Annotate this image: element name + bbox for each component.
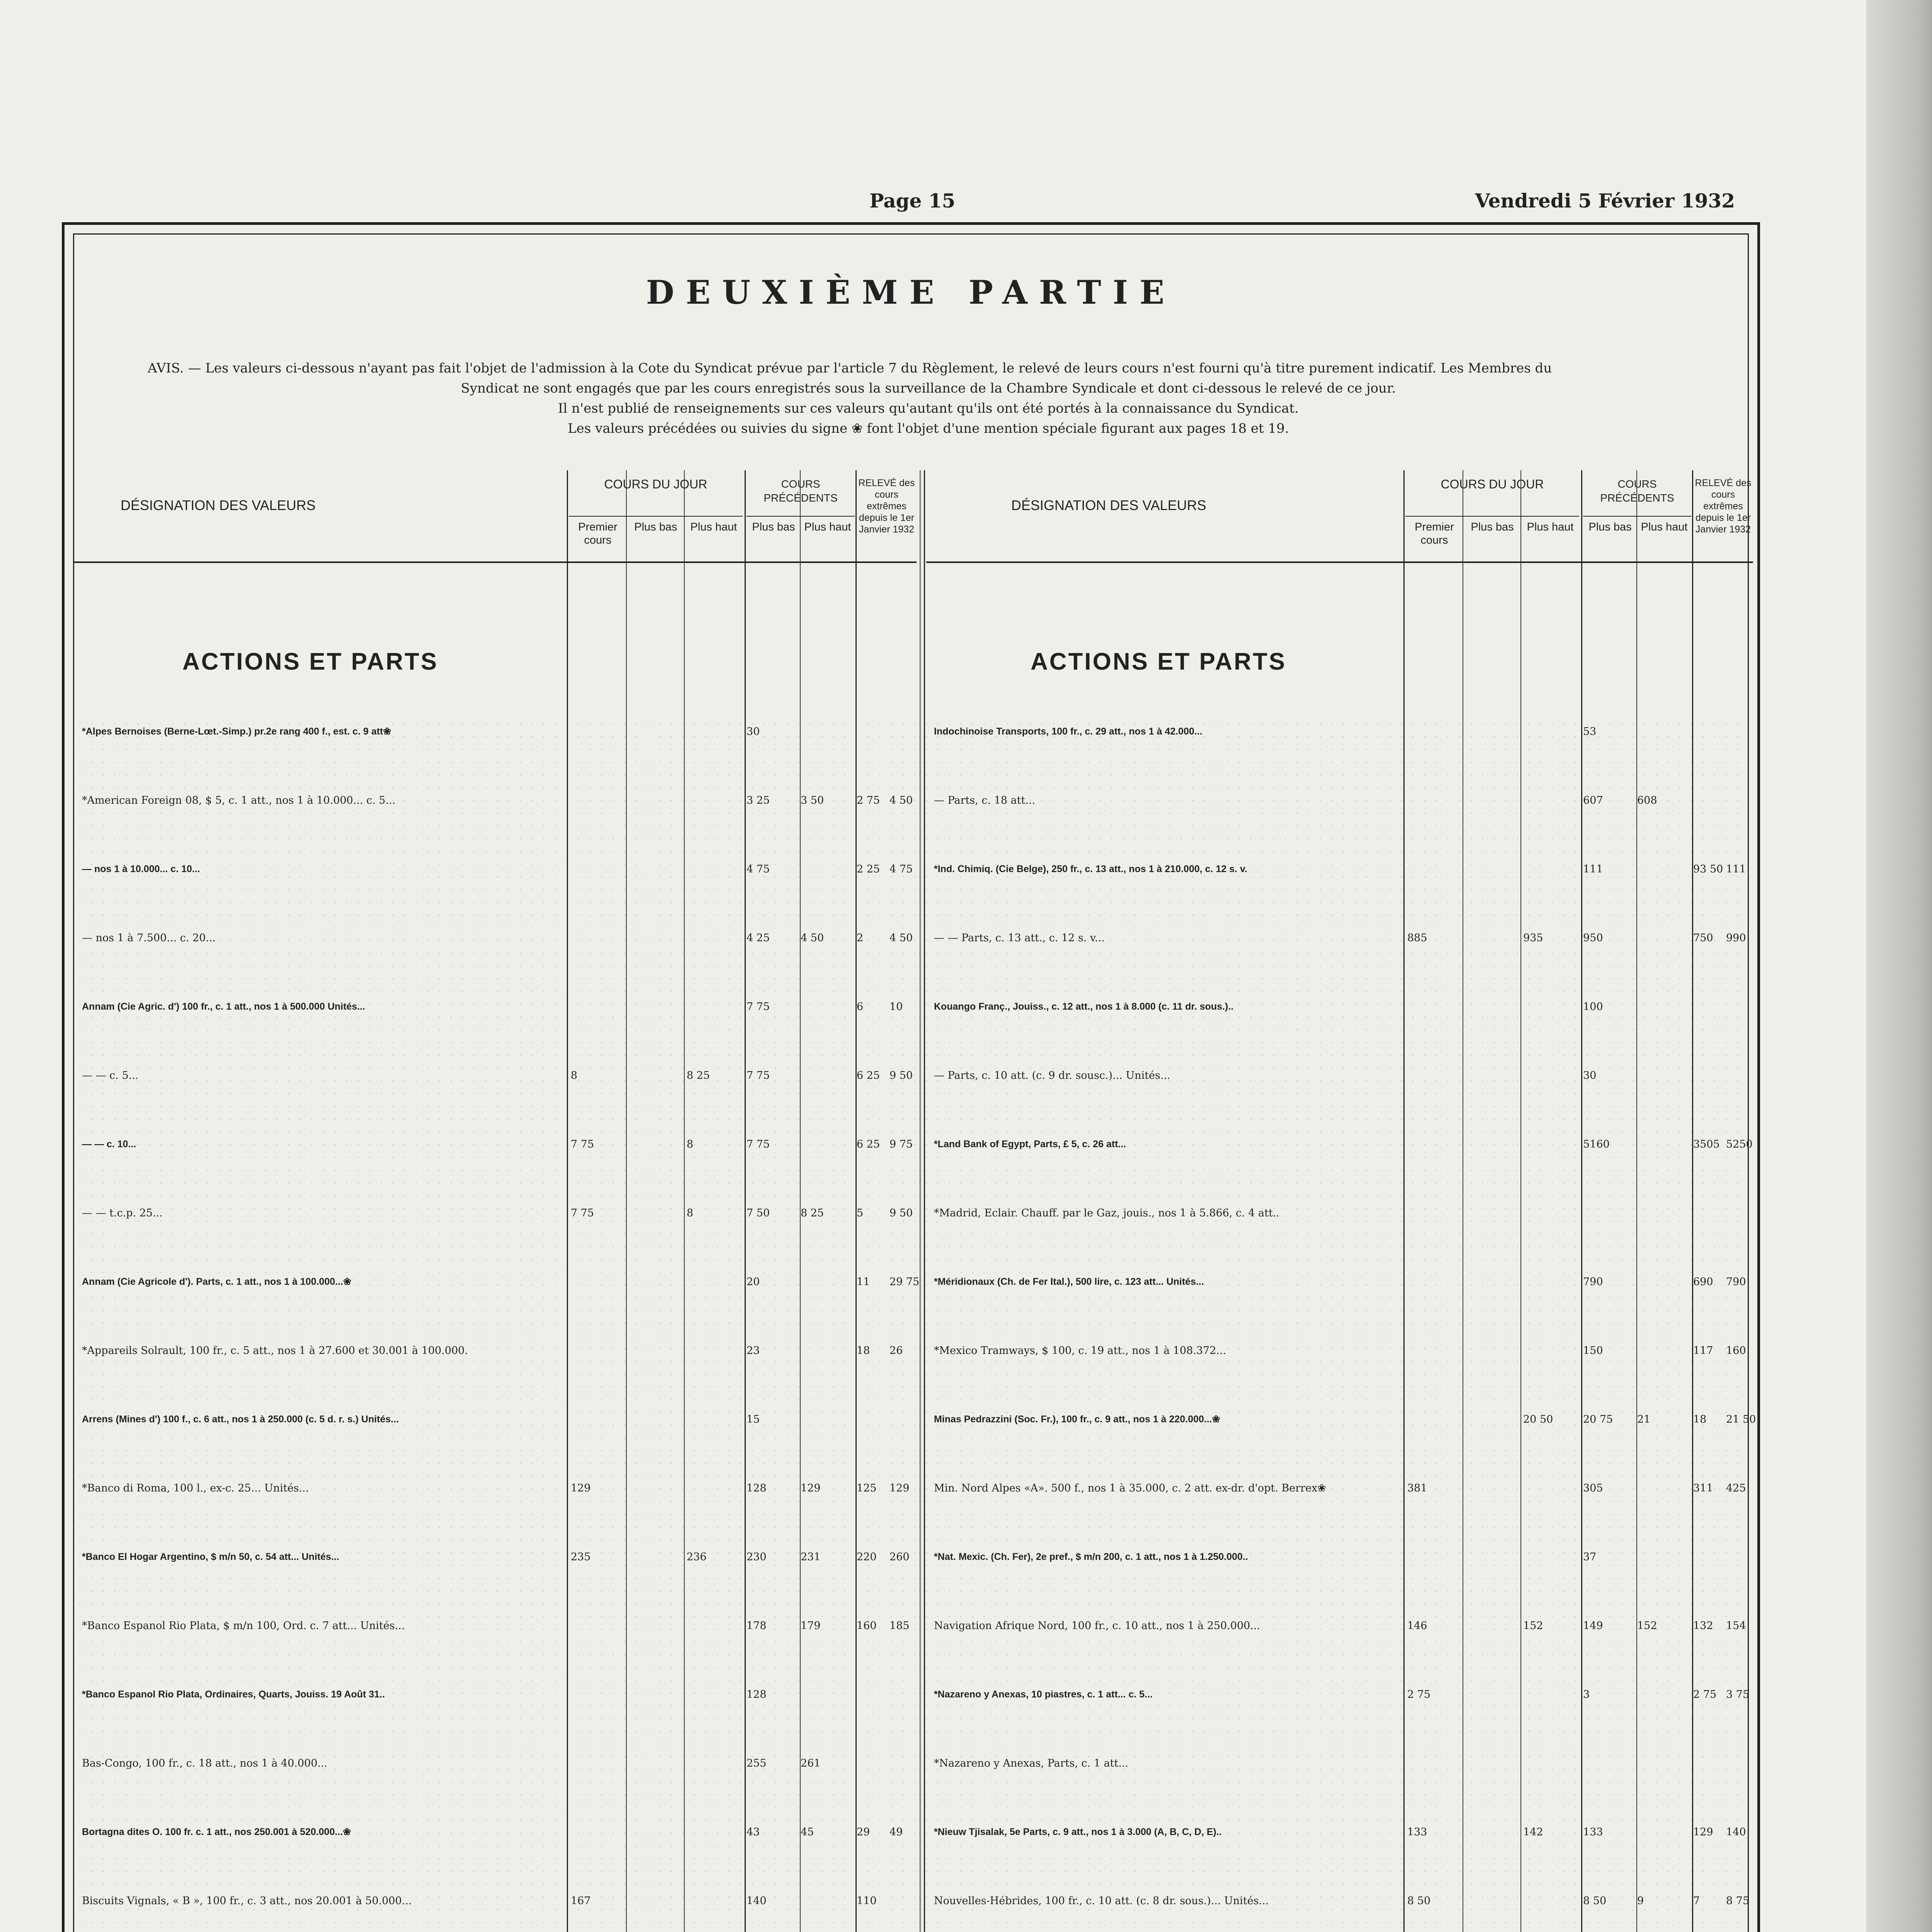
prec-plus-bas-header: Plus bas xyxy=(752,521,795,533)
table-row xyxy=(934,1826,1753,1838)
cell-ch: 129 xyxy=(801,1482,821,1494)
cell-r1: 129 xyxy=(1693,1826,1713,1838)
cell-ph: 152 xyxy=(1523,1620,1543,1632)
cell-r1: 2 xyxy=(857,932,864,944)
cell-ch: 3 50 xyxy=(801,794,824,806)
plus-bas-header: Plus bas xyxy=(1471,521,1514,533)
cell-cb: 111 xyxy=(1583,863,1603,875)
col-rule xyxy=(800,470,801,1932)
cell-cb: 53 xyxy=(1583,726,1597,738)
cell-cb: 30 xyxy=(1583,1070,1597,1082)
cell-r2: 9 75 xyxy=(889,1138,913,1150)
cell-cb: 7 75 xyxy=(747,1001,770,1013)
security-name: Minas Pedrazzini (Soc. Fr.), 100 fr., c. 9 att., nos 1 à 220.000...❀ xyxy=(934,1414,1220,1425)
cell-cb: 23 xyxy=(747,1345,760,1357)
cell-r1: 7 xyxy=(1693,1895,1700,1907)
table-row xyxy=(934,794,1753,807)
avis-notice xyxy=(132,358,1725,439)
prec-plus-haut-header: Plus haut xyxy=(1641,521,1688,533)
page-number: Page 15 xyxy=(869,189,956,212)
cell-r2: 4 75 xyxy=(889,863,913,875)
cell-ph: 8 25 xyxy=(687,1070,710,1082)
security-name: Bas-Congo, 100 fr., c. 18 att., nos 1 à 40.000... xyxy=(82,1757,328,1769)
security-name: *Appareils Solrault, 100 fr., c. 5 att., nos 1 à 27.600 et 30.001 à 100.000. xyxy=(82,1345,468,1357)
cell-pb: 7 75 xyxy=(571,1138,594,1150)
security-name: *Mexico Tramways, $ 100, c. 19 att., nos 1 à 108.372... xyxy=(934,1345,1226,1357)
col-rule xyxy=(745,470,746,1932)
cell-pb: 2 75 xyxy=(1407,1689,1431,1701)
cell-cb: 128 xyxy=(747,1482,767,1494)
cell-pb: 235 xyxy=(571,1551,591,1563)
security-name: *Land Bank of Egypt, Parts, £ 5, c. 26 att... xyxy=(934,1139,1126,1150)
cell-r1: 6 xyxy=(857,1001,864,1013)
page-header xyxy=(62,182,1735,216)
security-name: Indochinoise Transports, 100 fr., c. 29 att., nos 1 à 42.000... xyxy=(934,726,1202,737)
cell-r1: 690 xyxy=(1693,1276,1713,1288)
cell-r1: 125 xyxy=(857,1482,877,1494)
cell-r2: 260 xyxy=(889,1551,910,1563)
cell-pb: 133 xyxy=(1407,1826,1427,1838)
plus-haut-header: Plus haut xyxy=(1527,521,1574,533)
cell-pb: 167 xyxy=(571,1895,591,1907)
security-name: Bortagna dites O. 100 fr. c. 1 att., nos 250.001 à 520.000...❀ xyxy=(82,1827,351,1837)
quotes-table xyxy=(74,470,1756,1932)
scan-edge xyxy=(1866,0,1932,1932)
designation-header: DÉSIGNATION DES VALEURS xyxy=(121,497,316,513)
security-name: *Nazareno y Anexas, Parts, c. 1 att... xyxy=(934,1757,1129,1769)
cell-r1: 18 xyxy=(857,1345,870,1357)
security-name: *Banco di Roma, 100 l., ex-c. 25... Unités... xyxy=(82,1482,309,1494)
left-section-title: ACTIONS ET PARTS xyxy=(182,648,439,675)
cell-ch: 608 xyxy=(1637,794,1657,806)
cell-cb: 3 xyxy=(1583,1689,1590,1701)
cell-ch: 4 50 xyxy=(801,932,824,944)
security-name: Nouvelles-Hébrides, 100 fr., c. 10 att. (c. 8 dr. sous.)... Unités... xyxy=(934,1895,1269,1907)
security-name: — nos 1 à 7.500... c. 20... xyxy=(82,932,216,944)
frame-inner xyxy=(73,233,1756,1932)
cell-cb: 4 75 xyxy=(747,863,770,875)
cours-precedents-header: COURS PRÉCÉDENTS xyxy=(1583,470,1691,517)
cell-r1: 6 25 xyxy=(857,1070,880,1082)
center-double-rule xyxy=(920,470,925,1932)
cell-r1: 3505 xyxy=(1693,1138,1720,1150)
cell-r2: 185 xyxy=(889,1620,910,1632)
col-rule xyxy=(1403,470,1405,1932)
cell-r2: 21 50 xyxy=(1726,1413,1756,1425)
cell-ph: 142 xyxy=(1523,1826,1543,1838)
security-name: Arrens (Mines d') 100 f., c. 6 att., nos 1 à 250.000 (c. 5 d. r. s.) Unités... xyxy=(82,1414,399,1425)
prec-plus-haut-header: Plus haut xyxy=(804,521,851,533)
cell-ph: 8 xyxy=(687,1207,694,1219)
cell-r1: 2 75 xyxy=(1693,1689,1717,1701)
cell-cb: 133 xyxy=(1583,1826,1603,1838)
table-row xyxy=(82,1413,917,1426)
security-name: — — Parts, c. 13 att., c. 12 s. v... xyxy=(934,932,1105,944)
table-row xyxy=(82,1757,917,1770)
security-name: *Banco Espanol Rio Plata, Ordinaires, Quarts, Jouiss. 19 Août 31.. xyxy=(82,1689,385,1700)
security-name: *Banco Espanol Rio Plata, $ m/n 100, Ord. c. 7 att... Unités... xyxy=(82,1620,405,1632)
cell-ch: 21 xyxy=(1637,1413,1651,1425)
security-name: *Alpes Bernoises (Berne-Lœt.-Simp.) pr.2e rang 400 f., est. c. 9 att❀ xyxy=(82,726,391,737)
right-column-headers xyxy=(926,470,1753,563)
table-row xyxy=(934,1344,1753,1357)
security-name: — Parts, c. 10 att. (c. 9 dr. sousc.)... Unités... xyxy=(934,1070,1170,1082)
cell-cb: 7 75 xyxy=(747,1070,770,1082)
cell-r2: 3 75 xyxy=(1726,1689,1750,1701)
cell-r1: 750 xyxy=(1693,932,1713,944)
cell-ch: 179 xyxy=(801,1620,821,1632)
cell-r1: 2 75 xyxy=(857,794,880,806)
cell-ch: 261 xyxy=(801,1757,821,1769)
cell-r2: 29 75 xyxy=(889,1276,920,1288)
cell-ch: 231 xyxy=(801,1551,821,1563)
table-row xyxy=(934,1138,1753,1151)
cell-cb: 30 xyxy=(747,726,760,738)
col-rule xyxy=(1692,470,1693,1932)
table-row xyxy=(934,932,1753,944)
cell-r1: 220 xyxy=(857,1551,877,1563)
table-row xyxy=(82,1688,917,1701)
col-rule xyxy=(1636,470,1637,1932)
cell-cb: 178 xyxy=(747,1620,767,1632)
security-name: Kouango Franç., Jouiss., c. 12 att., nos 1 à 8.000 (c. 11 dr. sous.).. xyxy=(934,1001,1234,1012)
cell-r1: 117 xyxy=(1693,1345,1713,1357)
cell-cb: 128 xyxy=(747,1689,767,1701)
cell-r2: 154 xyxy=(1726,1620,1746,1632)
security-name: — — t.c.p. 25... xyxy=(82,1207,163,1219)
table-row xyxy=(934,1000,1753,1013)
security-name: Min. Nord Alpes «A». 500 f., nos 1 à 35.000, c. 2 att. ex-dr. d'opt. Berrex❀ xyxy=(934,1482,1327,1494)
cell-pb: 129 xyxy=(571,1482,591,1494)
cell-r1: 110 xyxy=(857,1895,877,1907)
security-name: Biscuits Vignals, « B », 100 fr., c. 3 att., nos 20.001 à 50.000... xyxy=(82,1895,412,1907)
cell-r2: 111 xyxy=(1726,863,1746,875)
avis-line-2: Syndicat ne sont engagés que par les cours enregistrés sous la surveillance de la Chambre Syndicale et dont ci-dessous le relevé de ce jour. xyxy=(461,381,1396,396)
left-half xyxy=(74,470,920,1932)
cell-r2: 5250 xyxy=(1726,1138,1753,1150)
security-name: Annam (Cie Agricole d'). Parts, c. 1 att., nos 1 à 100.000...❀ xyxy=(82,1276,352,1287)
table-row xyxy=(934,725,1753,738)
table-row xyxy=(82,1482,917,1495)
cell-r2: 9 50 xyxy=(889,1070,913,1082)
table-row xyxy=(82,725,917,738)
cell-r1: 18 xyxy=(1693,1413,1707,1425)
security-name: *Ind. Chimiq. (Cie Belge), 250 fr., c. 13 att., nos 1 à 210.000, c. 12 s. v. xyxy=(934,864,1247,874)
releve-header: RELEVÉ des cours extrêmes depuis le 1er Janvier 1932 xyxy=(1695,478,1752,535)
table-row xyxy=(934,1207,1753,1219)
cell-r1: 93 50 xyxy=(1693,863,1723,875)
col-rule xyxy=(1581,470,1582,1932)
cell-cb: 5160 xyxy=(1583,1138,1610,1150)
cell-cb: 230 xyxy=(747,1551,767,1563)
premier-header: Premier cours xyxy=(578,521,617,546)
security-name: Annam (Cie Agric. d') 100 fr., c. 1 att., nos 1 à 500.000 Unités... xyxy=(82,1001,366,1012)
avis-line-4: Les valeurs précédées ou suivies du signe ❀ font l'objet d'une mention spéciale figurant aux pages 18 et 19. xyxy=(568,421,1289,436)
security-name: — Parts, c. 18 att... xyxy=(934,794,1036,806)
table-row xyxy=(82,1138,917,1151)
cell-r2: 140 xyxy=(1726,1826,1746,1838)
cell-pb: 8 50 xyxy=(1407,1895,1431,1907)
cell-cb: 100 xyxy=(1583,1001,1603,1013)
table-row xyxy=(82,794,917,807)
avis-line-1: AVIS. — Les valeurs ci-dessous n'ayant pas fait l'objet de l'admission à la Cote du Syndicat prévue par l'article 7 du Règlement, le relevé de leurs cours n'est fourni qu'à titre purement indicatif. Les Membres du xyxy=(148,361,1552,376)
security-name: *American Foreign 08, $ 5, c. 1 att., nos 1 à 10.000... c. 5... xyxy=(82,794,396,806)
cell-cb: 140 xyxy=(747,1895,767,1907)
security-name: *Méridionaux (Ch. de Fer Ital.), 500 lire, c. 123 att... Unités... xyxy=(934,1276,1204,1287)
cell-r1: 29 xyxy=(857,1826,870,1838)
table-row xyxy=(82,932,917,944)
plus-bas-header: Plus bas xyxy=(634,521,677,533)
cell-ph: 8 xyxy=(687,1138,694,1150)
cell-r2: 129 xyxy=(889,1482,910,1494)
table-row xyxy=(82,1207,917,1219)
cell-r2: 9 50 xyxy=(889,1207,913,1219)
releve-header: RELEVÉ des cours extrêmes depuis le 1er Janvier 1932 xyxy=(858,478,915,535)
cell-ch: 9 xyxy=(1637,1895,1644,1907)
cell-cb: 20 xyxy=(747,1276,760,1288)
cours-precedents-header: COURS PRÉCÉDENTS xyxy=(747,470,855,517)
cell-cb: 305 xyxy=(1583,1482,1603,1494)
cell-cb: 149 xyxy=(1583,1620,1603,1632)
cell-cb: 37 xyxy=(1583,1551,1597,1563)
table-row xyxy=(82,1826,917,1838)
cell-ph: 236 xyxy=(687,1551,707,1563)
left-column-headers xyxy=(74,470,917,563)
cell-pb: 8 xyxy=(571,1070,578,1082)
security-name: *Nat. Mexic. (Ch. Fer), 2e pref., $ m/n 200, c. 1 att., nos 1 à 1.250.000.. xyxy=(934,1551,1248,1562)
right-half xyxy=(926,470,1756,1932)
cell-ch: 152 xyxy=(1637,1620,1657,1632)
cell-cb: 20 75 xyxy=(1583,1413,1613,1425)
cell-cb: 255 xyxy=(747,1757,767,1769)
premier-header: Premier cours xyxy=(1415,521,1454,546)
avis-line-3: Il n'est publié de renseignements sur ces valeurs qu'autant qu'ils ont été portés à la connaissance du Syndicat. xyxy=(558,401,1299,416)
table-row xyxy=(82,863,917,876)
table-row xyxy=(934,1619,1753,1632)
table-row xyxy=(82,1344,917,1357)
col-rule xyxy=(1520,470,1521,1932)
cell-pb: 885 xyxy=(1407,932,1427,944)
table-row xyxy=(934,863,1753,876)
page-frame xyxy=(62,222,1760,1932)
cell-r2: 49 xyxy=(889,1826,903,1838)
cell-r1: 132 xyxy=(1693,1620,1713,1632)
cell-r2: 10 xyxy=(889,1001,903,1013)
part-title: DEUXIÈME PARTIE xyxy=(646,273,1176,311)
cell-ch: 45 xyxy=(801,1826,814,1838)
table-row xyxy=(82,1276,920,1288)
cell-cb: 950 xyxy=(1583,932,1603,944)
col-rule xyxy=(684,470,685,1932)
table-row xyxy=(934,1757,1753,1770)
table-row xyxy=(934,1069,1753,1082)
table-row xyxy=(82,1069,917,1082)
cell-r2: 990 xyxy=(1726,932,1746,944)
plus-haut-header: Plus haut xyxy=(690,521,737,533)
cell-cb: 43 xyxy=(747,1826,760,1838)
security-name: — — c. 5... xyxy=(82,1070,139,1082)
cell-cb: 790 xyxy=(1583,1276,1603,1288)
cell-cb: 607 xyxy=(1583,794,1603,806)
cell-cb: 7 75 xyxy=(747,1138,770,1150)
table-row xyxy=(82,1551,917,1563)
cell-r2: 160 xyxy=(1726,1345,1746,1357)
cell-ph: 935 xyxy=(1523,932,1543,944)
cell-ph: 20 50 xyxy=(1523,1413,1553,1425)
cell-r2: 4 50 xyxy=(889,794,913,806)
cours-du-jour-header: COURS DU JOUR xyxy=(1405,470,1579,517)
security-name: *Madrid, Eclair. Chauff. par le Gaz, jouis., nos 1 à 5.866, c. 4 att.. xyxy=(934,1207,1280,1219)
cell-pb: 146 xyxy=(1407,1620,1427,1632)
cell-cb: 15 xyxy=(747,1413,760,1425)
table-row xyxy=(934,1413,1756,1426)
table-row xyxy=(934,1482,1753,1495)
cell-r1: 160 xyxy=(857,1620,877,1632)
page-date: Vendredi 5 Février 1932 xyxy=(1475,189,1735,212)
cours-du-jour-header: COURS DU JOUR xyxy=(569,470,743,517)
table-row xyxy=(934,1276,1753,1288)
cell-r2: 26 xyxy=(889,1345,903,1357)
cell-cb: 7 50 xyxy=(747,1207,770,1219)
table-row xyxy=(82,1619,917,1632)
cell-r1: 5 xyxy=(857,1207,864,1219)
table-row xyxy=(82,1000,917,1013)
designation-header: DÉSIGNATION DES VALEURS xyxy=(1011,497,1206,513)
cell-r2: 8 75 xyxy=(1726,1895,1750,1907)
cell-pb: 7 75 xyxy=(571,1207,594,1219)
table-row xyxy=(934,1688,1753,1701)
cell-cb: 8 50 xyxy=(1583,1895,1607,1907)
cell-r2: 790 xyxy=(1726,1276,1746,1288)
col-rule xyxy=(855,470,857,1932)
security-name: — nos 1 à 10.000... c. 10... xyxy=(82,864,200,874)
cell-cb: 3 25 xyxy=(747,794,770,806)
cell-r1: 11 xyxy=(857,1276,870,1288)
cell-r1: 2 25 xyxy=(857,863,880,875)
security-name: — — c. 10... xyxy=(82,1139,136,1150)
table-row xyxy=(82,1895,917,1907)
cell-r2: 4 50 xyxy=(889,932,913,944)
prec-plus-bas-header: Plus bas xyxy=(1588,521,1632,533)
security-name: *Nieuw Tjisalak, 5e Parts, c. 9 att., nos 1 à 3.000 (A, B, C, D, E).. xyxy=(934,1827,1222,1837)
security-name: *Banco El Hogar Argentino, $ m/n 50, c. 54 att... Unités... xyxy=(82,1551,339,1562)
table-row xyxy=(934,1895,1753,1907)
cell-cb: 4 25 xyxy=(747,932,770,944)
cell-r1: 6 25 xyxy=(857,1138,880,1150)
cell-ch: 8 25 xyxy=(801,1207,824,1219)
cell-r1: 311 xyxy=(1693,1482,1713,1494)
security-name: *Nazareno y Anexas, 10 piastres, c. 1 att... c. 5... xyxy=(934,1689,1153,1700)
cell-r2: 425 xyxy=(1726,1482,1746,1494)
col-rule xyxy=(567,470,568,1932)
right-section-title: ACTIONS ET PARTS xyxy=(1031,648,1287,675)
col-rule xyxy=(626,470,627,1932)
cell-cb: 150 xyxy=(1583,1345,1603,1357)
cell-pb: 381 xyxy=(1407,1482,1427,1494)
table-row xyxy=(934,1551,1753,1563)
security-name: Navigation Afrique Nord, 100 fr., c. 10 att., nos 1 à 250.000... xyxy=(934,1620,1260,1632)
